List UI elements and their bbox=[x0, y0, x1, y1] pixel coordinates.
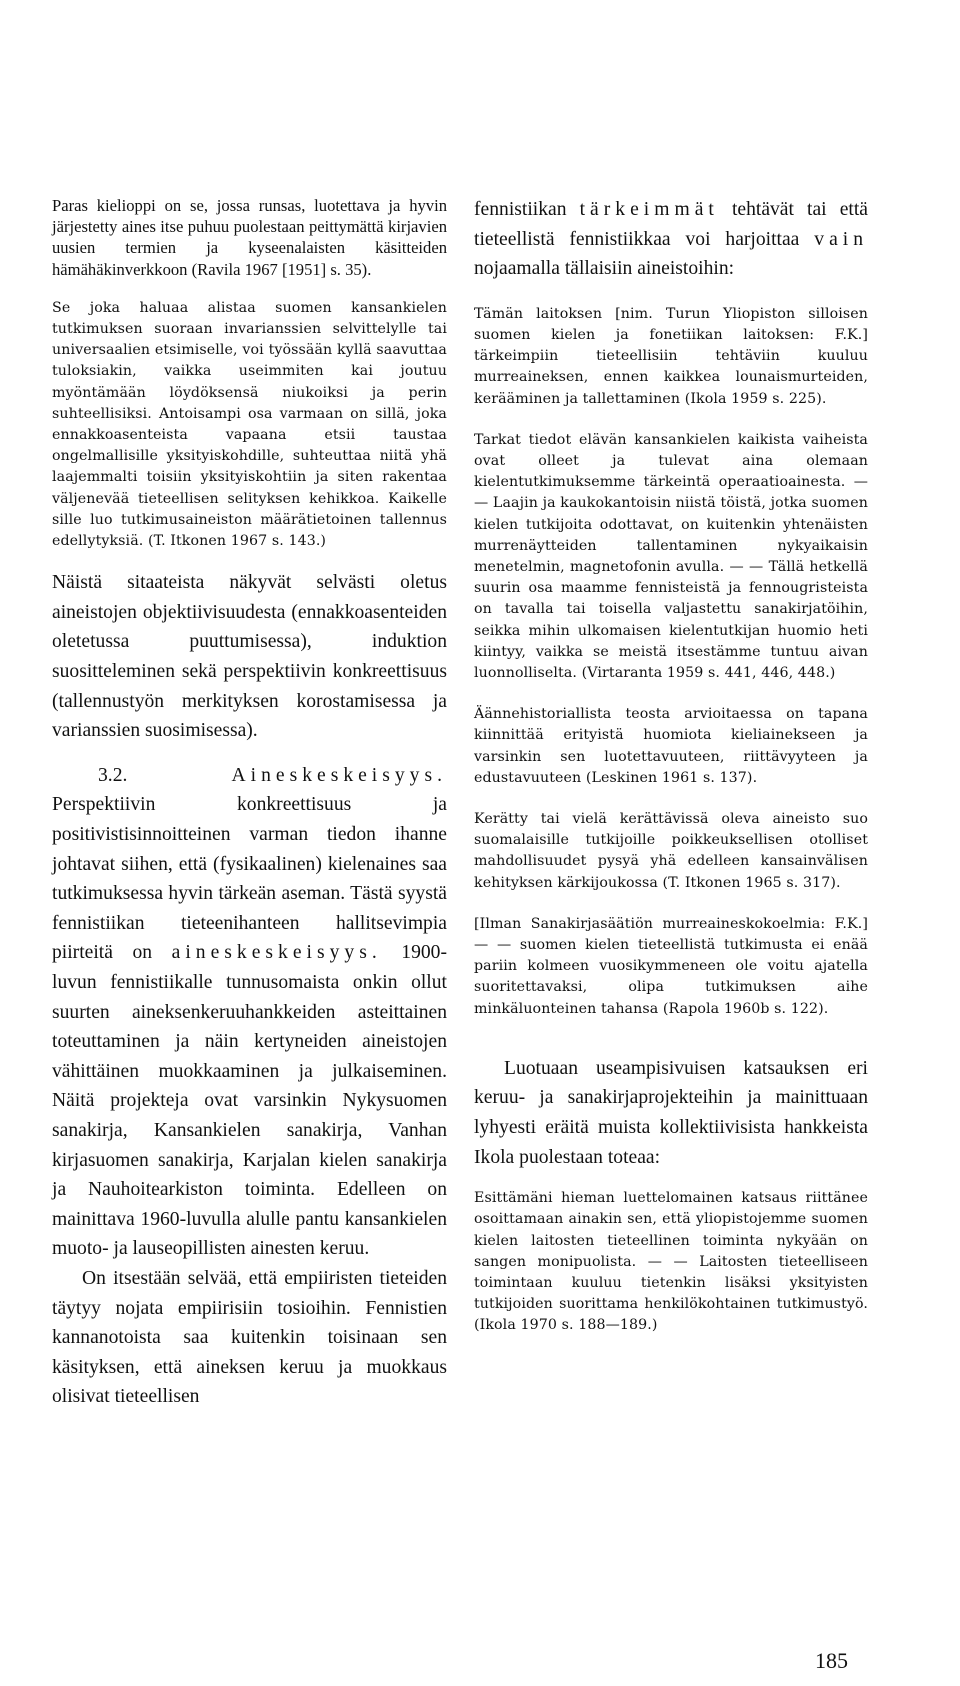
quote-ikola-1970: Esittämäni hieman luettelomainen katsaus riittänee osoittamaan ainakin sen, että yliopistojemme suomen kielen laitosten tieteellinen toiminta nykyään on sangen monipuolista. — — Laitosten tieteelliseen toimintaan kuuluu tietenkin lisäksi yksityisten tutkijoiden suorittama henkilökohtainen tutkimustyö. (Ikola 1970 s. 188—189.) bbox=[474, 1190, 868, 1334]
text-fragment: tehtävät tai että tieteellistä fennistiikkaa voi harjoittaa bbox=[474, 199, 868, 250]
quote-leskinen: Äännehistoriallista teosta arvioitaessa on tapana kiinnittää erityistä huomiota kieliainekseen ja varsinkin sen luotettavuuteen, riittävyyteen ja edustavuuteen (Leskinen 1961 s. 137). bbox=[474, 706, 868, 786]
section-text-a: Perspektiivin konkreettisuus ja positivistisinnoitteinen varman tiedon ihanne johtavat siihen, että (fysikaalinen) kielenaines saa tutkimuksessa hyvin tärkeän aseman. Tästä syystä fennistiikan tieteenihanteen hallitsevimpia piirteitä on bbox=[52, 794, 447, 964]
emphasized-word: tärkeimmät bbox=[579, 199, 719, 220]
paragraph-ikola-intro: Luotuaan useampisivuisen katsauksen eri keruu- ja sanakirjaprojekteihin ja mainittuaan lyhyesti eräitä muista kollektiivisista hankkeista Ikola puolestaan toteaa: bbox=[474, 1057, 868, 1168]
section-text-b: 1900-luvun fennistiikalle tunnusomaista onkin ollut suurten aineksenkeruuhankkeiden asteittainen toteuttaminen ja näin kertyneiden aineistojen vähittäinen muokkaaminen ja julkaiseminen. Näitä projekteja ovat varsinkin Nykysuomen sanakirja, Kansankielen sanakirja, Vanhan kirjasuomen sanakirja, Karjalan kielen sanakirja ja Nauhoitearkiston toiminta. Edelleen on mainittava 1960-luvulla alulle pantu kansankielen muoto- ja lauseopillisten ainesten keruu. bbox=[52, 942, 447, 1260]
quote-itkonen-1965: Kerätty tai vielä kerättävissä oleva aineisto suo suomalaisille tutkijoille poikkeuksellisen otolliset mahdollisuudet pysyä yhä edelleen kansainvälisen kehityksen kärkijoukossa (T. Itkonen 1965 s. 317). bbox=[474, 811, 868, 891]
quote-virtaranta: Tarkat tiedot elävän kansankielen kaikista vaiheista ovat olleet ja tulevat aina olemaan kielentutkimuksemme tärkeintä operaatioainesta. — — Laajin ja kaukokantoisin niistä töistä, jotka suomen kielen tutkijoita odottavat, on kuitenkin yhtenäisten murrenäytteiden tallentaminen nykyaikaisin menetelmin, magnetofonin avulla. — — Tällä hetkellä suurin osa maamme fennisteistä ja fennougristeista on tavalla tai toisella valjastettu sanakirjatöihin, seikka mihin ulkomaisen kielentutkijan huomio heti kiintyy, vaikka se meistä itsestämme tuntuu aivan luonnolliselta. (Virtaranta 1959 s. 441, 446, 448.) bbox=[474, 431, 868, 682]
right-column bbox=[474, 195, 868, 1337]
text-fragment: fennistiikan bbox=[474, 199, 567, 220]
section-number: 3.2. bbox=[98, 764, 128, 786]
emphasized-term: aineskeskeisyys. bbox=[171, 942, 382, 964]
text-fragment: nojaamalla tällaisiin aineistoihin: bbox=[474, 258, 735, 280]
quote-ikola-1959: Tämän laitoksen [nim. Turun Yliopiston silloisen suomen kielen ja fonetiikan laitoksen: F.K.] tärkeimpiin tieteellisiin tehtäviin kuuluu murreaineksen, ennen kaikkea lounaismurteiden, kerääminen ja tallettaminen (Ikola 1959 s. 225). bbox=[474, 305, 868, 407]
paragraph-continuation bbox=[474, 195, 868, 284]
paragraph-conclusions: Näistä sitaateista näkyvät selvästi oletus aineistojen objektiivisuudesta (ennakkoasenteiden oletetussa puuttumisessa), induktion suosittelеminen sekä perspektiivin konkreettisuus (tallennustyön merkityksen korostamisessa ja varianssien suosimisessa). bbox=[52, 572, 447, 742]
quote-itkonen-1967: Se joka haluaa alistaa suomen kansankielen tutkimuksen suoraan invarianssien selvittelylle tai universaalien etsimiselle, voi työssään kyllä saavuttaa tuloksiakin, vaikka useimmiten kai joutuu myöntämään löydöksensä niukoiksi ja perin suhteellisiksi. Antoisampi osa varmaan on sillä, joka ennakkoasenteista vapaana etsii taustaa ongelmallisille yksityiskohdille, suhteuttaa niitä yhä laajemmalti toisiin yksityiskohtiin ja siten rakentaa väljenevää tieteellisen selityksen kehikkoa. Kaikelle sille luo tutkimusaineiston määrätietoinen tallennus edellytyksiä. (T. Itkonen 1967 s. 143.) bbox=[52, 299, 447, 550]
paragraph-empirical: On itsestään selvää, että empiiristen tieteiden täytyy nojata empiirisiin tosioihin. Fennistien kannanotoista saa kuitenkin toisinaan sen käsityksen, että aineksen keruu ja muokkaus olisivat tieteellisen bbox=[52, 1267, 447, 1408]
quote-rapola: [Ilman Sanakirjasäätiön murreaineskokoelmia: F.K.] — — suomen kielen tieteellistä tutkimusta ei enää pariin kolmeen vuosikymmeneen ole voitu ajatella suoritettavaksi, olipa tutkimuksen aihe minkäluonteinen tahansa (Rapola 1960b s. 122). bbox=[474, 915, 868, 1017]
emphasized-word: vain bbox=[814, 228, 869, 250]
left-column bbox=[52, 195, 447, 1412]
section-3-2 bbox=[52, 761, 447, 1264]
page-number: 185 bbox=[815, 1648, 848, 1673]
quote-ravila: Paras kielioppi on se, jossa runsas, luotettava ja hyvin järjestetty aines itse puhuu puolestaan peittymättä kirjavien uusien termien ja kyseenalaisten käsitteiden hämähäkinverkkoon (Ravila 1967 [1951] s. 35). bbox=[52, 196, 447, 279]
section-heading: Aineskeskeisyys. bbox=[231, 764, 447, 786]
